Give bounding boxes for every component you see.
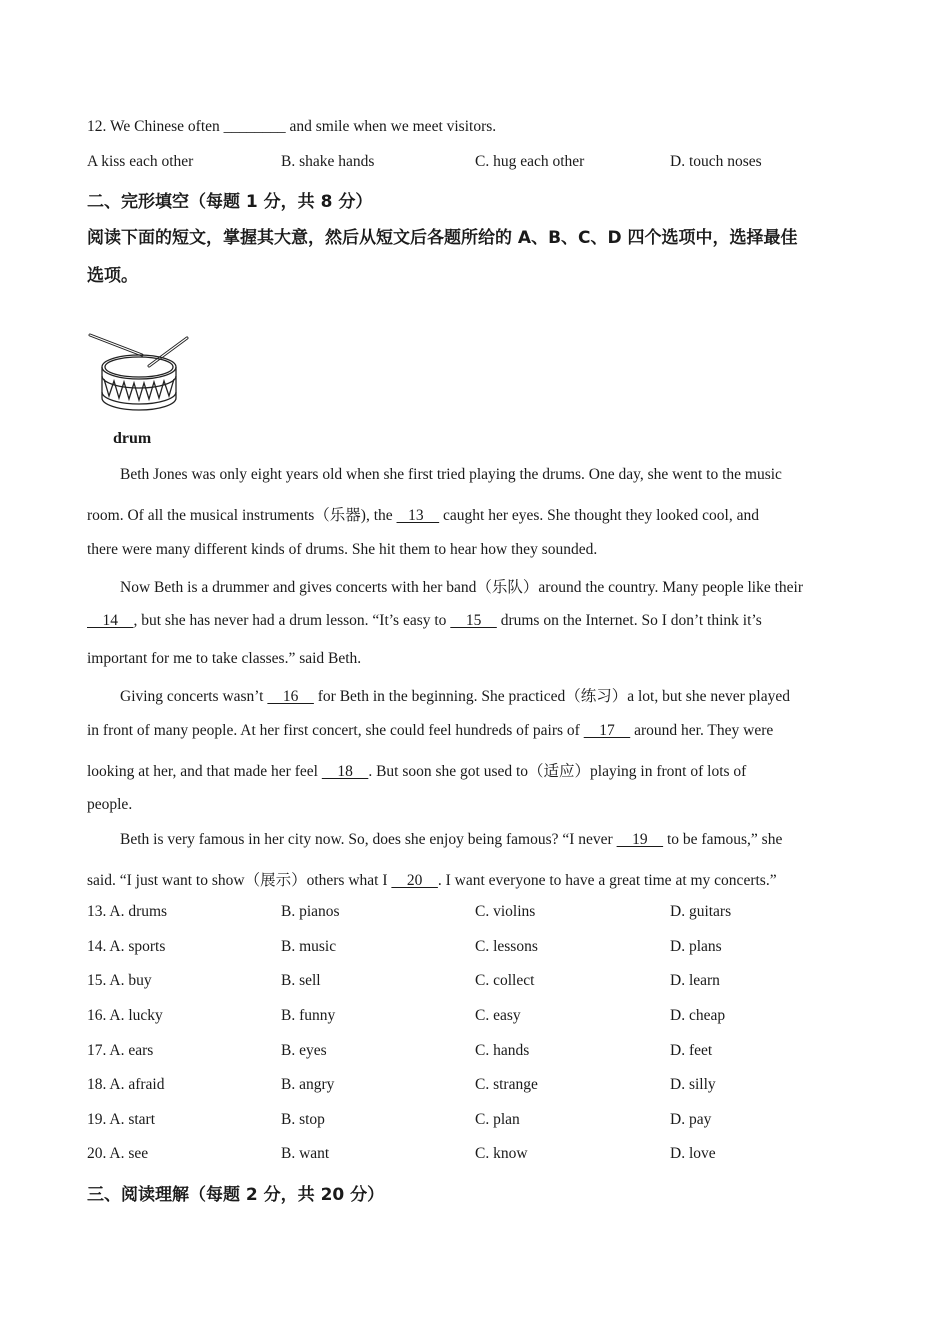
option-a: 14. A. sports: [87, 938, 166, 955]
option-b: B. angry: [281, 1076, 335, 1093]
choice-row-19: [87, 1111, 887, 1133]
option-c: C. strange: [475, 1076, 538, 1093]
text: for Beth in the beginning. She practiced（练习）a lot, but she never played: [313, 688, 790, 705]
option-a: 18. A. afraid: [87, 1076, 165, 1093]
passage-p4-line2: [87, 868, 777, 890]
passage-p2-line3: important for me to take classes.” said Beth.: [87, 650, 362, 667]
choice-row-14: [87, 938, 887, 960]
option-a: 16. A. lucky: [87, 1007, 163, 1024]
passage-p2-line2: [87, 612, 762, 630]
blank-19: 19: [616, 831, 664, 848]
option-a: 13. A. drums: [87, 903, 168, 920]
option-c: C. easy: [475, 1007, 521, 1024]
option-d: D. guitars: [670, 903, 732, 920]
text: . But soon she got used to（适应）playing in front of lots of: [368, 763, 747, 780]
question-12-options: [87, 153, 887, 175]
blank-14: 14: [87, 612, 134, 629]
option-d: D. pay: [670, 1111, 712, 1128]
option-d: D. cheap: [670, 1007, 726, 1024]
option-a: 19. A. start: [87, 1111, 156, 1128]
section-2-instruction-cont: 选项。: [87, 266, 138, 286]
drum-caption: drum: [113, 430, 152, 447]
option-c: C. collect: [475, 972, 535, 989]
option-b: B. want: [281, 1145, 330, 1162]
option-b: B. pianos: [281, 903, 340, 920]
choice-row-17: [87, 1042, 887, 1064]
section-3-title: 三、阅读理解（每题 2 分，共 20 分）: [87, 1185, 385, 1205]
text: room. Of all the musical instruments（乐器), the: [87, 507, 397, 524]
choice-row-20: [87, 1145, 887, 1167]
blank-20: 20: [391, 872, 438, 889]
passage-p1-line3: there were many different kinds of drums. She hit them to hear how they sounded.: [87, 541, 598, 558]
option-c: C. violins: [475, 903, 536, 920]
passage-p1-line1: Beth Jones was only eight years old when she first tried playing the drums. One day, she went to the music: [120, 466, 782, 483]
choice-row-15: [87, 972, 887, 994]
text: caught her eyes. She thought they looked cool, and: [439, 507, 759, 524]
option-d: D. touch noses: [670, 153, 762, 170]
text: in front of many people. At her first concert, she could feel hundreds of pairs of: [87, 722, 584, 739]
option-d: D. feet: [670, 1042, 713, 1059]
option-b: B. shake hands: [281, 153, 375, 170]
text: Giving concerts wasn’t: [120, 688, 268, 705]
option-c: C. plan: [475, 1111, 520, 1128]
option-c: C. hands: [475, 1042, 530, 1059]
option-a: 15. A. buy: [87, 972, 152, 989]
blank-13: 13: [396, 507, 440, 524]
question-12-stem: 12. We Chinese often ________ and smile when we meet visitors.: [87, 118, 497, 135]
option-b: B. music: [281, 938, 337, 955]
passage-p3-line1: [120, 684, 790, 706]
passage-p3-line3: [87, 759, 746, 781]
option-c: C. know: [475, 1145, 528, 1162]
blank-16: 16: [267, 688, 314, 705]
passage-p2-line1: Now Beth is a drummer and gives concerts with her band（乐队）around the country. Many people like their: [120, 579, 803, 596]
section-2-title: 二、完形填空（每题 1 分，共 8 分）: [87, 192, 373, 212]
text: to be famous,” she: [663, 831, 783, 848]
option-b: B. eyes: [281, 1042, 327, 1059]
option-c: C. lessons: [475, 938, 538, 955]
passage-p3-line4: people.: [87, 796, 133, 813]
blank-17: 17: [583, 722, 631, 739]
choice-row-13: [87, 903, 887, 925]
text: . I want everyone to have a great time at my concerts.”: [437, 872, 777, 889]
passage-p4-line1: [120, 831, 782, 849]
text: Beth is very famous in her city now. So, does she enjoy being famous? “I never: [120, 831, 617, 848]
option-a: A kiss each other: [87, 153, 194, 170]
passage-p1-line2: [87, 503, 759, 525]
option-b: B. stop: [281, 1111, 325, 1128]
blank-15: 15: [450, 612, 497, 629]
option-d: D. plans: [670, 938, 722, 955]
text: looking at her, and that made her feel: [87, 763, 322, 780]
option-b: B. sell: [281, 972, 321, 989]
option-a: 17. A. ears: [87, 1042, 154, 1059]
text: around her. They were: [630, 722, 774, 739]
choice-row-16: [87, 1007, 887, 1029]
option-c: C. hug each other: [475, 153, 585, 170]
option-b: B. funny: [281, 1007, 336, 1024]
passage-p3-line2: [87, 722, 773, 740]
blank-18: 18: [321, 763, 369, 780]
option-d: D. silly: [670, 1076, 716, 1093]
choice-row-18: [87, 1076, 887, 1098]
text: , but she has never had a drum lesson. “It’s easy to: [133, 612, 451, 629]
option-d: D. learn: [670, 972, 720, 989]
text: drums on the Internet. So I don’t think it’s: [496, 612, 762, 629]
option-a: 20. A. see: [87, 1145, 149, 1162]
text: said. “I just want to show（展示）others what I: [87, 872, 392, 889]
option-d: D. love: [670, 1145, 716, 1162]
section-2-instruction: 阅读下面的短文，掌握其大意，然后从短文后各题所给的 A、B、C、D 四个选项中，选择最佳: [87, 228, 798, 248]
drum-icon: [87, 330, 192, 415]
